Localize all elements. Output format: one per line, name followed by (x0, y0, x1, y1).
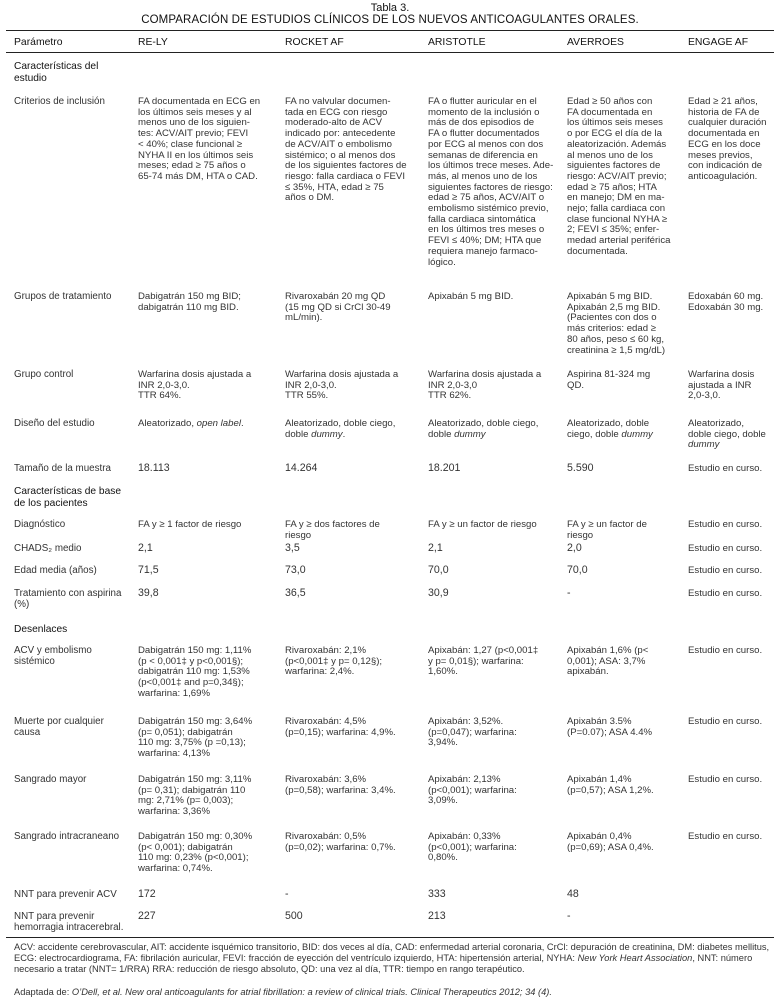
footnote-source (14, 987, 774, 998)
cell-nnt-acv-rocket: - (285, 888, 289, 900)
cell-control-rocket: Warfarina dosis ajustada a INR 2,0-3,0. TTR 55%. (285, 369, 399, 402)
cell-intracraneano-aristotle: Apixabán: 0,33% (p<0,001); warfarina: 0,80%. (428, 831, 517, 864)
cell-tamano-rely: 18.113 (138, 462, 170, 474)
cell-grupos-aristotle: Apixabán 5 mg BID. (428, 291, 514, 302)
cell-nnt-acv-rely: 172 (138, 888, 156, 900)
cell-sangrado-averroes: Apixabán 1,4% (p=0,57); ASA 1,2%. (567, 774, 654, 796)
cell-control-engage: Warfarina dosis ajustada a INR 2,0-3,0. (688, 369, 755, 402)
cell-diseno-averroes (567, 419, 653, 440)
cell-grupos-rocket: Rivaroxabán 20 mg QD (15 mg QD si CrCl 30-49 mL/min). (285, 291, 391, 324)
table-number: Tabla 3. (370, 2, 410, 14)
cell-chads-aristotle: 2,1 (428, 542, 443, 554)
cell-tamano-averroes: 5.590 (567, 462, 594, 474)
header-rocket: ROCKET AF (285, 37, 344, 48)
cell-chads-rely: 2,1 (138, 542, 153, 554)
cell-grupos-averroes: Apixabán 5 mg BID. Apixabán 2,5 mg BID. (Pacientes con dos o más criterios: edad ≥ 80 años, peso ≤ 60 kg, creatinina ≥ 1,5 mg/dL) (567, 291, 666, 356)
cell-edad-engage: Estudio en curso. (688, 565, 763, 576)
cell-diseno-rely (138, 419, 244, 430)
cell-nnt-hem-averroes: - (567, 910, 571, 922)
row-label-acv: ACV y embolismo sistémico (14, 645, 92, 667)
row-label-control: Grupo control (14, 369, 74, 380)
cell-edad-averroes: 70,0 (567, 564, 588, 576)
cell-nnt-hem-aristotle: 213 (428, 910, 446, 922)
cell-nnt-acv-averroes: 48 (567, 888, 579, 900)
cell-chads-averroes: 2,0 (567, 542, 582, 554)
diseno-aristotle-dummy: dummy (454, 428, 486, 440)
cell-nnt-hem-rely: 227 (138, 910, 156, 922)
table-title: COMPARACIÓN DE ESTUDIOS CLÍNICOS DE LOS NUEVOS ANTICOAGULANTES ORALES. (141, 14, 639, 26)
cell-tamano-rocket: 14.264 (285, 462, 318, 474)
cell-edad-rocket: 73,0 (285, 564, 306, 576)
cell-muerte-averroes: Apixabán 3.5% (P=0.07); ASA 4.4% (567, 716, 653, 738)
cell-diagnostico-averroes: FA y ≥ un factor de riesgo (567, 519, 647, 541)
row-label-diseno: Diseño del estudio (14, 418, 95, 429)
cell-aspirina-rely: 39,8 (138, 587, 159, 599)
cell-intracraneano-rocket: Rivaroxabán: 0,5% (p=0,02); warfarina: 0,7%. (285, 831, 396, 853)
cell-tamano-aristotle: 18.201 (428, 462, 461, 474)
cell-aspirina-averroes: - (567, 587, 571, 599)
cell-chads-rocket: 3,5 (285, 542, 300, 554)
cell-acv-aristotle: Apixabán: 1,27 (p<0,001‡ y p= 0,01§); warfarina: 1,60%. (428, 645, 539, 678)
footer-rule (6, 937, 774, 938)
cell-intracraneano-rely: Dabigatrán 150 mg: 0,30% (p< 0,001); dabigatrán 110 mg: 0,23% (p<0,001); warfarina: 0,74%. (138, 831, 253, 875)
cell-sangrado-rely: Dabigatrán 150 mg: 3,11% (p= 0,31); dabigatrán 110 mg: 2,71% (p= 0,003); warfarina: 3,36% (138, 774, 252, 818)
cell-diagnostico-aristotle: FA y ≥ un factor de riesgo (428, 519, 537, 530)
cell-sangrado-engage: Estudio en curso. (688, 774, 763, 785)
cell-aspirina-engage: Estudio en curso. (688, 588, 763, 599)
cell-edad-aristotle: 70,0 (428, 564, 449, 576)
cell-intracraneano-averroes: Apixabán 0,4% (p=0,69); ASA 0,4%. (567, 831, 654, 853)
footnote-abbr-b: , NNT: número necesario a tratar (NNT= 1/RRA) RRA: reducción de riesgo absoluto, QD: una vez al día, TTR: tiempo en rango terapéutico. (14, 953, 753, 974)
diseno-engage-dummy: dummy (688, 439, 720, 451)
cell-diagnostico-engage: Estudio en curso. (688, 519, 763, 530)
diseno-rely-a: Aleatorizado, (138, 418, 197, 429)
cell-diseno-rocket (285, 419, 395, 440)
diseno-averroes-dummy: dummy (621, 428, 653, 440)
row-label-intracraneano: Sangrado intracraneano (14, 831, 120, 842)
cell-control-averroes: Aspirina 81-324 mg QD. (567, 369, 651, 391)
diseno-aristotle-a: Aleatorizado, doble ciego, doble (428, 418, 539, 440)
diseno-rely-open-label: open label (196, 418, 241, 429)
cell-diagnostico-rely: FA y ≥ 1 factor de riesgo (138, 519, 242, 530)
cell-diagnostico-rocket: FA y ≥ dos factores de riesgo (285, 519, 380, 541)
row-label-aspirina: Tratamiento con aspirina (%) (14, 588, 122, 610)
footnote-nyha: New York Heart Association (577, 953, 693, 963)
cell-diseno-aristotle (428, 419, 538, 440)
header-averroes: AVERROES (567, 37, 624, 48)
cell-grupos-rely: Dabigatrán 150 mg BID; dabigatrán 110 mg BID. (138, 291, 241, 313)
diseno-rocket-b: . (342, 428, 346, 440)
cell-muerte-aristotle: Apixabán: 3,52%. (p=0,047); warfarina: 3,94%. (428, 716, 517, 749)
cell-sangrado-aristotle: Apixabán: 2,13% (p<0,001); warfarina: 3,09%. (428, 774, 517, 807)
cell-aspirina-rocket: 36,5 (285, 587, 306, 599)
cell-sangrado-rocket: Rivaroxabán: 3,6% (p=0,58); warfarina: 3,4%. (285, 774, 396, 796)
row-label-sangrado: Sangrado mayor (14, 774, 87, 785)
header-param: Parámetro (14, 37, 63, 48)
cell-acv-rely: Dabigatrán 150 mg: 1,11% (p < 0,001‡ y p<0,001§); dabigatrán 110 mg: 1,53% (p<0,001‡ and p=0,34§); warfarina: 1,69% (138, 645, 252, 699)
footnote-abbr-a: ACV: accidente cerebrovascular, AIT: accidente isquémico transitorio, BID: dos veces al día, CAD: enfermedad arterial coronaria, CrCl: depuración de creatinina, DM: diabetes mellitus, ECG: electrocardiograma, FA: fibrilación auricular, FEVI: fracción de eyección del ventrículo izquierdo, HTA: hipertensión arterial, NYHA: (14, 942, 770, 963)
cell-muerte-rocket: Rivaroxabán: 4,5% (p=0,15); warfarina: 4,9%. (285, 716, 396, 738)
diseno-rely-b: . (240, 418, 244, 429)
row-label-muerte: Muerte por cualquier causa (14, 716, 104, 738)
cell-diseno-engage (688, 419, 766, 451)
row-label-grupos: Grupos de tratamiento (14, 291, 112, 302)
cell-control-aristotle: Warfarina dosis ajustada a INR 2,0-3,0 TTR 62%. (428, 369, 542, 402)
top-rule (6, 30, 774, 31)
header-rely: RE-LY (138, 37, 168, 48)
section-study: Características del estudio (14, 61, 99, 84)
row-label-nnt-hem: NNT para prevenir hemorragia intracerebral. (14, 911, 124, 933)
cell-criterios-averroes: Edad ≥ 50 años con FA documentada en los últimos seis meses o por ECG el día de la aleatorización. Además al menos uno de los siguientes factores de riesgo: ACV/AIT previo; edad ≥ 75 años; HTA en manejo; DM en ma- nejo; falla cardiaca con clase funcional NYHA ≥ 2; FEVI ≤ 35%; enfer- medad arterial periférica documentada. (567, 96, 671, 257)
cell-tamano-engage: Estudio en curso. (688, 463, 763, 474)
cell-acv-averroes: Apixabán 1,6% (p< 0,001); ASA: 3,7% apixabán. (567, 645, 649, 678)
cell-criterios-engage: Edad ≥ 21 años, historia de FA de cualquier duración documentada en ECG en los doce meses previos, con indicación de anticoagulación. (688, 96, 767, 182)
section-baseline: Características de base de los pacientes (14, 486, 122, 509)
cell-edad-rely: 71,5 (138, 564, 159, 576)
cell-acv-engage: Estudio en curso. (688, 645, 763, 656)
section-outcomes: Desenlaces (14, 624, 68, 635)
cell-chads-engage: Estudio en curso. (688, 543, 763, 554)
row-label-tamano: Tamaño de la muestra (14, 463, 111, 474)
cell-nnt-acv-aristotle: 333 (428, 888, 446, 900)
table-caption (0, 0, 780, 26)
cell-criterios-aristotle: FA o flutter auricular en el momento de la inclusión o más de dos episodios de FA o flutter documentados por ECG al menos con dos semanas de diferencia en los últimos trece meses. Ade- más, al menos uno de los siguientes factores de riesgo: edad ≥ 75 años, ACV/AIT o embolismo sistémico previo, falla cardiaca sintomática en los últimos tres meses o FEVI ≤ 40%; DM; HTA que requiera manejo farmaco- lógico. (428, 96, 554, 268)
footnote-adapted-text: O’Dell, et al. New oral anticoagulants for atrial fibrillation: a review of clinical trials. Clinical Therapeutics 2012; 34 (4). (71, 987, 552, 997)
row-label-nnt-acv: NNT para prevenir ACV (14, 889, 117, 900)
diseno-averroes-a: Aleatorizado, doble ciego, doble (567, 418, 650, 440)
cell-muerte-engage: Estudio en curso. (688, 716, 763, 727)
header-aristotle: ARISTOTLE (428, 37, 486, 48)
cell-muerte-rely: Dabigatrán 150 mg: 3,64% (p= 0,051); dabigatrán 110 mg: 3,75% (p =0,13); warfarina: 4,13% (138, 716, 253, 760)
row-label-edad: Edad media (años) (14, 565, 97, 576)
cell-aspirina-aristotle: 30,9 (428, 587, 449, 599)
cell-criterios-rely: FA documentada en ECG en los últimos seis meses y al menos uno de los siguien- tes: ACV/AIT previo; FEVI < 40%; clase funcional ≥ NYHA II en los últimos seis meses; edad ≥ 75 años o 65-74 más DM, HTA o CAD. (138, 96, 261, 182)
diseno-engage-a: Aleatorizado, doble ciego, doble (688, 418, 766, 440)
cell-criterios-rocket: FA no valvular documen- tada en ECG con riesgo moderado-alto de ACV indicado por: antecedente de ACV/AIT o embolismo sistémico; o al menos dos de los siguientes factores de riesgo: falla cardiaca o FEVI ≤ 35%, HTA, edad ≥ 75 años o DM. (285, 96, 407, 204)
diseno-rocket-a: Aleatorizado, doble ciego, doble (285, 418, 396, 440)
cell-grupos-engage: Edoxabán 60 mg. Edoxabán 30 mg. (688, 291, 764, 313)
cell-control-rely: Warfarina dosis ajustada a INR 2,0-3,0. TTR 64%. (138, 369, 252, 402)
footnote-adapted-label: Adaptada de: (14, 987, 70, 997)
row-label-criterios: Criterios de inclusión (14, 96, 105, 107)
row-label-diagnostico: Diagnóstico (14, 519, 66, 530)
header-engage: ENGAGE AF (688, 37, 749, 48)
row-label-chads: CHADS₂ medio (14, 543, 82, 554)
cell-acv-rocket: Rivaroxabán: 2,1% (p<0,001‡ y p= 0,12§); warfarina: 2,4%. (285, 645, 383, 678)
cell-nnt-hem-rocket: 500 (285, 910, 303, 922)
cell-intracraneano-engage: Estudio en curso. (688, 831, 763, 842)
footnote-abbreviations (14, 942, 774, 975)
header-rule (6, 52, 774, 53)
diseno-rocket-dummy: dummy (311, 428, 343, 440)
